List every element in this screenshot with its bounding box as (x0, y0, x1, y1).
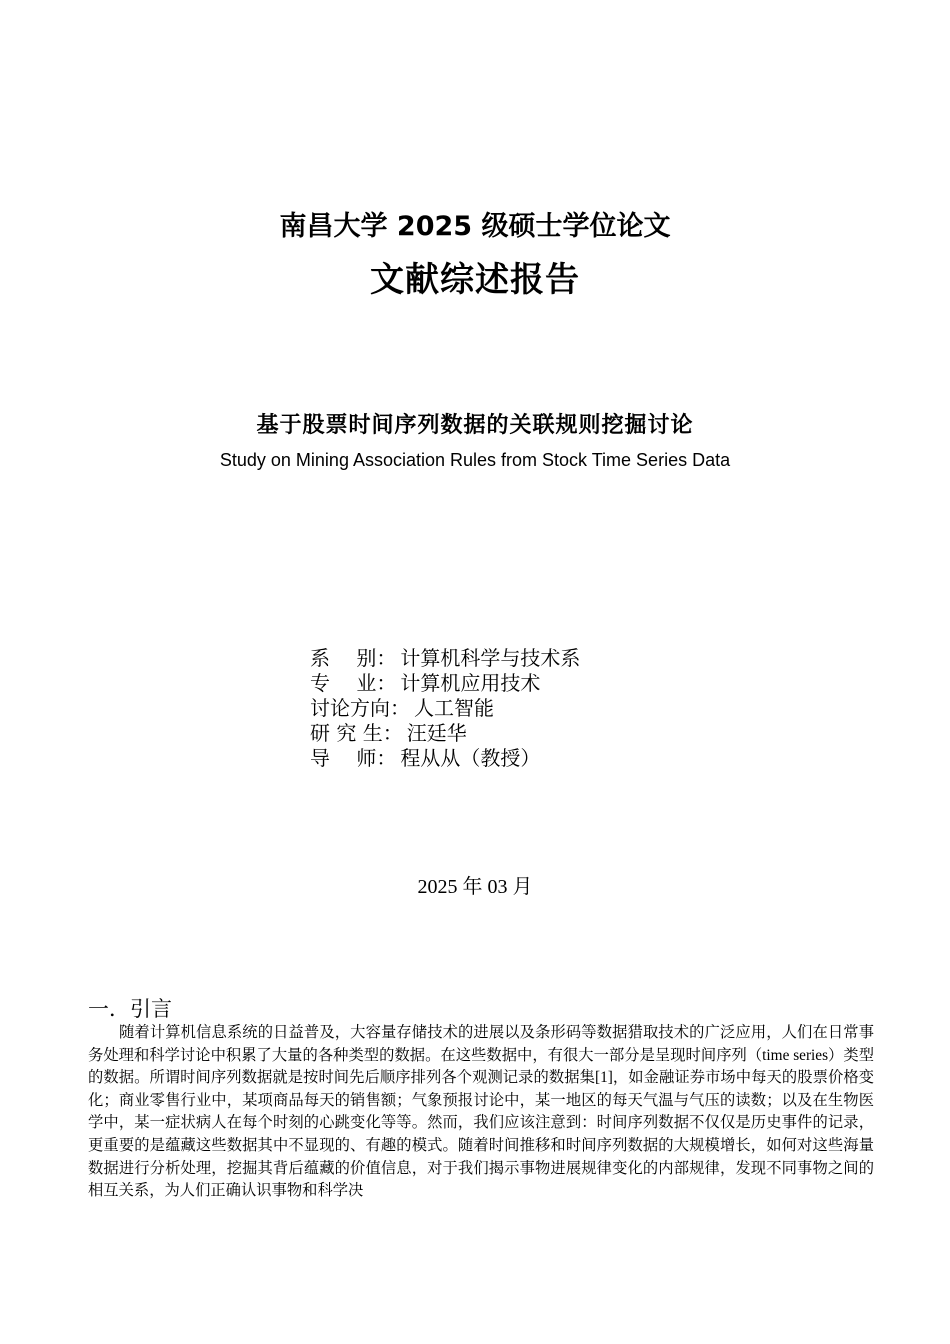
report-title: 文献综述报告 (370, 260, 580, 300)
author-info-block (310, 646, 580, 771)
info-value: 计算机科学与技术系 (400, 646, 581, 670)
info-row-research-direction (310, 696, 580, 721)
info-value: 程从从（教授） (400, 746, 541, 770)
info-separator: ： (376, 646, 397, 670)
info-separator: ： (376, 746, 397, 770)
info-value: 计算机应用技术 (400, 671, 541, 695)
info-value: 汪廷华 (406, 721, 467, 745)
report-date: 2025 年 03 月 (417, 876, 533, 898)
info-row-department (310, 646, 580, 671)
info-row-student (310, 721, 580, 746)
info-row-advisor (310, 746, 580, 771)
info-separator: ： (376, 671, 397, 695)
info-separator: ： (382, 721, 403, 745)
info-label: 导 师 (310, 746, 377, 770)
thesis-title-cn: 基于股票时间序列数据的关联规则挖掘讨论 (256, 412, 694, 438)
info-separator: ： (390, 696, 410, 720)
thesis-title-en: Study on Mining Association Rules from Stock Time Series Data (219, 450, 731, 470)
section-heading-introduction: 一．引言 (88, 997, 172, 1021)
introduction-paragraph: 随着计算机信息系统的日益普及，大容量存储技术的进展以及条形码等数据猎取技术的广泛应用，人们在日常事务处理和科学讨论中积累了大量的各种类型的数据。在这些数据中，有很大一部分是呈现时间序列（time series）类型的数据。所谓时间序列数据就是按时间先后顺序排列各个观测记录的数据集[1]，如金融证券市场中每天的股票价格变化；商业零售行业中，某项商品每天的销售额；气象预报讨论中，某一地区的每天气温与气压的读数；以及在生物医学中，某一症状病人在每个时刻的心跳变化等等。然而，我们应该注意到：时间序列数据不仅仅是历史事件的记录，更重要的是蕴藏这些数据其中不显现的、有趣的模式。随着时间推移和时间序列数据的大规模增长，如何对这些海量数据进行分析处理，挖掘其背后蕴藏的价值信息，对于我们揭示事物进展规律变化的内部规律，发现不同事物之间的相互关系，为人们正确认识事物和科学决 (88, 1024, 874, 1200)
info-label: 专 业 (310, 671, 377, 695)
university-title: 南昌大学 2025 级硕士学位论文 (279, 211, 671, 242)
info-row-major (310, 671, 580, 696)
info-value: 人工智能 (414, 696, 494, 720)
info-label: 研 究 生 (310, 721, 383, 745)
info-label: 系 别 (310, 646, 377, 670)
info-label: 讨论方向 (310, 696, 390, 720)
